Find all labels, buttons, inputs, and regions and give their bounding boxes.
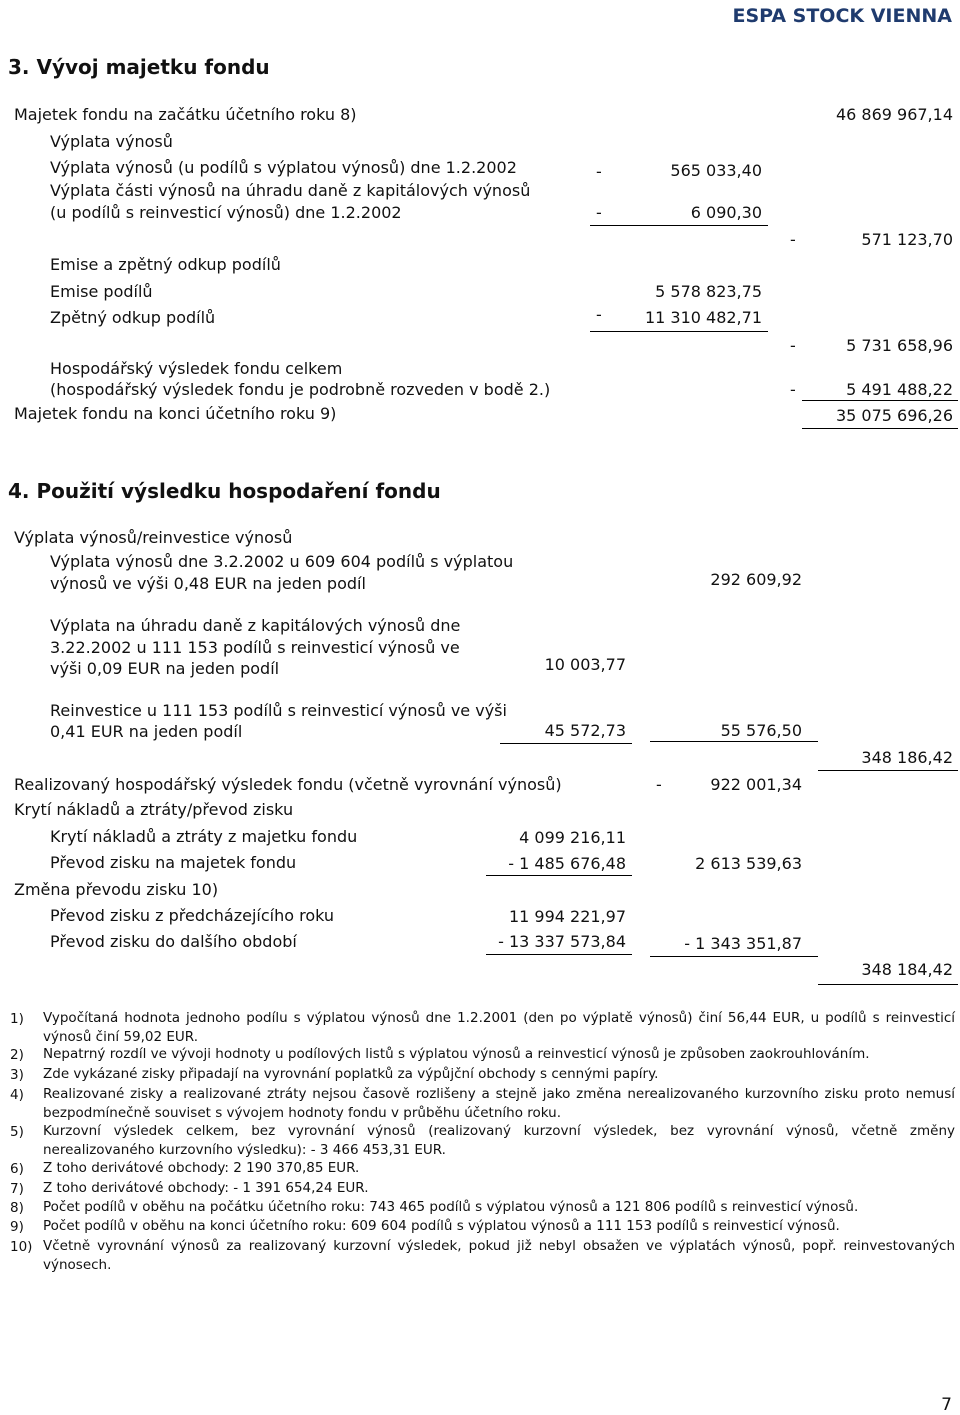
result-underline (802, 400, 958, 401)
realized-sign: - (656, 775, 662, 794)
start-value: 46 869 967,14 (835, 105, 953, 124)
transfer-underline (486, 875, 632, 876)
payout2-value: 6 090,30 (690, 203, 762, 222)
prev-label: Převod zisku z předcházejícího roku (50, 906, 335, 925)
footnote-7-number: 7) (10, 1181, 24, 1197)
issue-underline (590, 331, 768, 332)
payout-underline (590, 225, 768, 226)
payout2-sign: - (596, 203, 602, 222)
subtotal-value: 348 186,42 (861, 748, 953, 767)
issue-total-value: 5 731 658,96 (846, 336, 953, 355)
transfer-label: Převod zisku na majetek fondu (50, 853, 297, 872)
payout-heading: Výplata výnosů (50, 132, 173, 151)
p3-sum: 55 576,50 (720, 721, 802, 740)
p2-label-l2: 3.22.2002 u 111 153 podílů s reinvesticí výnosů ve (50, 638, 460, 657)
payout-total-value: 571 123,70 (861, 230, 953, 249)
end-underline (802, 428, 958, 429)
issue-label: Emise podílů (50, 282, 153, 301)
p3-value: 45 572,73 (544, 721, 626, 740)
p2-label-l1: Výplata na úhradu daně z kapitálových výnosů dne (50, 616, 461, 635)
end-value: 35 075 696,26 (835, 406, 953, 425)
redeem-label: Zpětný odkup podílů (50, 308, 216, 327)
subtotal-underline (818, 770, 958, 771)
footnote-6-text: Z toho derivátové obchody: 2 190 370,85 EUR. (43, 1160, 360, 1176)
footnote-3-text: Zde vykázané zisky připadají na vyrovnání poplatků za výpůjční obchody s cennými papíry. (43, 1066, 659, 1082)
next-label: Převod zisku do dalšího období (50, 932, 297, 951)
section4-sub-heading: Výplata výnosů/reinvestice výnosů (14, 528, 293, 547)
footnote-5-number: 5) (10, 1124, 24, 1140)
payout-total-sign: - (790, 230, 796, 249)
p3-label-l2: 0,41 EUR na jeden podíl (50, 722, 243, 741)
footnote-8-text: Počet podílů v oběhu na počátku účetního roku: 743 465 podílů s výplatou výnosů a 121 806 podílů s reinvesticí výnosů. (43, 1199, 859, 1215)
footnote-4-text: Realizované zisky a realizované ztráty nejsou časově rozlišeny a stejně jako změna nerealizovaného kurzovního zisku proto nemusí bezpodmínečně souviset s vývojem hodnoty fondu v průběhu účetního roku. (43, 1086, 955, 1121)
footnote-7-text: Z toho derivátové obchody: - 1 391 654,24 EUR. (43, 1180, 369, 1196)
footnote-10-text: Včetně vyrovnání výnosů za realizovaný kurzovní výsledek, pokud již nebyl obsažen ve výplatách výnosů, popř. reinvestovaných výnosech. (43, 1238, 955, 1273)
next-sum-underline (650, 956, 818, 957)
redeem-sign: - (596, 305, 602, 324)
section-4-title: 4. Použití výsledku hospodaření fondu (8, 479, 441, 503)
p3-sum-underline (650, 741, 818, 742)
total-underline (818, 984, 958, 985)
transfer-value: - 1 485 676,48 (508, 854, 626, 873)
footnote-1-text: Vypočítaná hodnota jednoho podílu s výplatou výnosů dne 1.2.2001 (den po výplatě výnosů) činí 56,44 EUR, u podílů s reinvesticí výnosů činí 59,02 EUR. (43, 1010, 955, 1045)
footnote-9-number: 9) (10, 1219, 24, 1235)
payout2-label-l2: (u podílů s reinvesticí výnosů) dne 1.2.2002 (50, 203, 402, 222)
p1-label-l1: Výplata výnosů dne 3.2.2002 u 609 604 podílů s výplatou (50, 552, 514, 571)
result-label-l2: (hospodářský výsledek fondu je podrobně rozveden v bodě 2.) (50, 380, 551, 399)
payout1-sign: - (596, 162, 602, 181)
footnote-1-number: 1) (10, 1011, 24, 1027)
footnote-4-number: 4) (10, 1087, 24, 1103)
change-heading: Změna převodu zisku 10) (14, 880, 219, 899)
issue-heading: Emise a zpětný odkup podílů (50, 255, 281, 274)
realized-label: Realizovaný hospodářský výsledek fondu (včetně vyrovnání výnosů) (14, 775, 562, 794)
footnote-2-number: 2) (10, 1047, 24, 1063)
cover-value: 4 099 216,11 (519, 828, 626, 847)
p2-label-l3: výši 0,09 EUR na jeden podíl (50, 659, 280, 678)
issue-value: 5 578 823,75 (655, 282, 762, 301)
total-value: 348 184,42 (861, 960, 953, 979)
payout1-label: Výplata výnosů (u podílů s výplatou výnosů) dne 1.2.2002 (50, 158, 517, 177)
realized-value: 922 001,34 (710, 775, 802, 794)
payout2-label-l1: Výplata části výnosů na úhradu daně z kapitálových výnosů (50, 181, 531, 200)
next-value: - 13 337 573,84 (498, 932, 626, 951)
start-label: Majetek fondu na začátku účetního roku 8) (14, 105, 357, 124)
transfer-sum: 2 613 539,63 (695, 854, 802, 873)
footnote-10-number: 10) (10, 1239, 33, 1255)
cover-label: Krytí nákladů a ztráty z majetku fondu (50, 827, 358, 846)
prev-value: 11 994 221,97 (508, 907, 626, 926)
p3-underline (500, 743, 632, 744)
result-value: 5 491 488,22 (846, 380, 953, 399)
redeem-value: 11 310 482,71 (644, 308, 762, 327)
footnote-6-number: 6) (10, 1161, 24, 1177)
footnote-5-text: Kurzovní výsledek celkem, bez vyrovnání výnosů (realizovaný kurzovní výsledek, bez vyrovnání výnosů, včetně změny nerealizovaného kurzovního výsledku): - 3 466 453,31 EUR. (43, 1123, 955, 1158)
p1-label-l2: výnosů ve výši 0,48 EUR na jeden podíl (50, 574, 366, 593)
next-sum: - 1 343 351,87 (684, 934, 802, 953)
section-3-title: 3. Vývoj majetku fondu (8, 55, 270, 79)
issue-total-sign: - (790, 336, 796, 355)
footnote-9-text: Počet podílů v oběhu na konci účetního roku: 609 604 podílů s výplatou výnosů a 111 153 podílů s reinvesticí výnosů. (43, 1218, 840, 1234)
end-label: Majetek fondu na konci účetního roku 9) (14, 404, 337, 423)
header-brand: ESPA STOCK VIENNA (732, 5, 952, 27)
footnote-3-number: 3) (10, 1067, 24, 1083)
p2-value: 10 003,77 (544, 655, 626, 674)
result-sign: - (790, 380, 796, 399)
p3-label-l1: Reinvestice u 111 153 podílů s reinvesticí výnosů ve výši (50, 701, 507, 720)
next-underline (486, 954, 632, 955)
payout1-value: 565 033,40 (670, 161, 762, 180)
footnote-2-text: Nepatrný rozdíl ve vývoji hodnoty u podílových listů s výplatou výnosů a reinvesticí výnosů je způsoben zaokrouhlováním. (43, 1046, 870, 1062)
p1-value: 292 609,92 (710, 570, 802, 589)
page-number: 7 (941, 1395, 952, 1415)
result-label-l1: Hospodářský výsledek fondu celkem (50, 359, 343, 378)
cover-heading: Krytí nákladů a ztráty/převod zisku (14, 800, 294, 819)
footnote-8-number: 8) (10, 1200, 24, 1216)
